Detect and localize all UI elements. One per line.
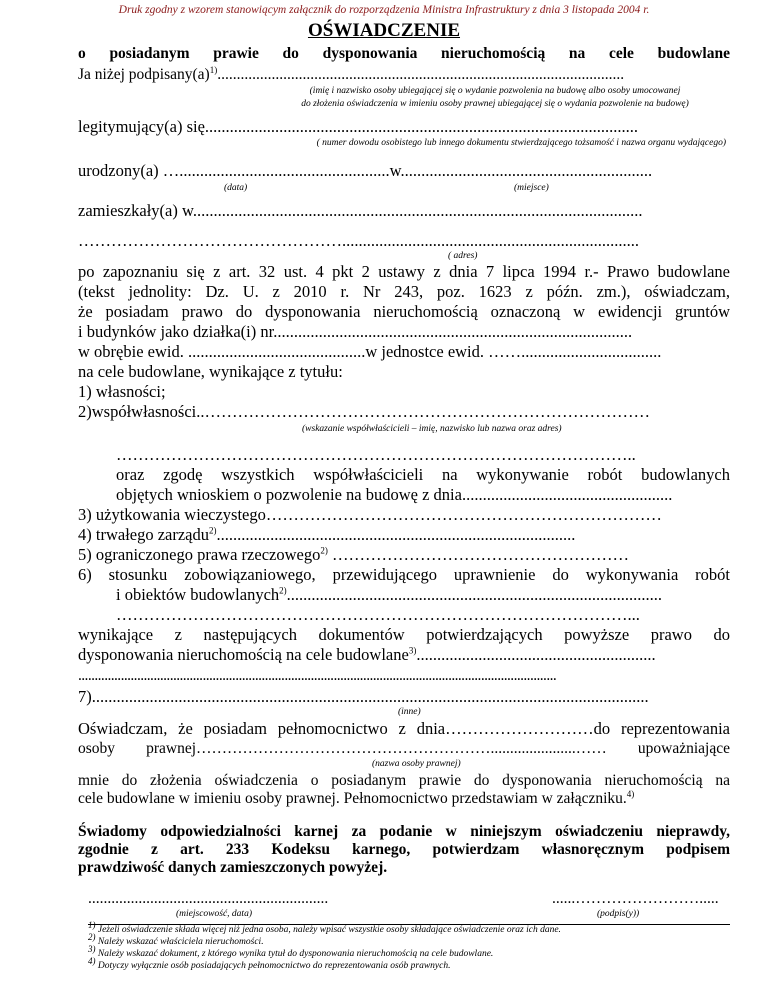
power-of-attorney-line-2: osoby prawnej…………………………………………………......................…… upoważniające — [78, 740, 730, 757]
name-line: Ja niżej $podpisany(a)^{1)}$......................................................................................................... — [78, 64, 625, 83]
footnote-4: $^{4)}$ Dotyczy wyłącznie osób posiadających pełnomocnictwo do reprezentowania osób prawnych. — [88, 956, 451, 972]
document-title: OŚWIADCZENIE — [307, 20, 461, 41]
item-contractual-relation: 6) stosunku zobowiązaniowego, przewidującego uprawnienie do wykonywania robót — [78, 565, 730, 584]
address-note: ( adres) — [448, 251, 478, 261]
item-other: 7)....................................................................................................................................... — [78, 687, 649, 706]
liability-statement-line-2: zgodnie z art. 233 Kodeksu karnego, potwierdzam własnoręcznym podpisem — [78, 841, 730, 858]
item-perpetual-usufruct: 3) użytkowania wieczystego……………………………………………………………… — [78, 505, 662, 524]
power-of-attorney-line-4: cele budowlane w imieniu osoby prawnej. Pełnomocnictwo przedstawiam w załączniku.$^{4)}$ — [78, 788, 635, 807]
application-date-line: objętych wnioskiem o pozwolenie na budowę z dnia................................................... — [116, 485, 673, 504]
place-date-note: (miejscowość, data) — [176, 909, 252, 919]
name-note-1: (imię i nazwisko osoby ubiegającej się o wydanie pozwolenia na budowę albo osoby umocowanej — [309, 86, 681, 96]
precinct-line: w obrębie ewid. ...........................................w jednostce ewid. …….................................. — [78, 342, 662, 361]
signature-dots: ......……………………..... — [552, 890, 719, 907]
documents-dots-line: .................................................................................................................................................. — [78, 667, 557, 684]
document-subtitle: o posiadanym prawie do dysponowania nieruchomością na cele budowlane — [78, 45, 730, 62]
item-limited-property-right: 5) ograniczonego prawa rzeczowego$^{2)}$ ……………………………………………… — [78, 545, 629, 564]
address-line: zamieszkały(a) w............................................................................................................. — [78, 201, 643, 220]
power-of-attorney-line-1: Oświadczam, że posiadam pełnomocnictwo z dnia………………………do reprezentowania — [78, 719, 730, 738]
liability-statement-line-1: Świadomy odpowiedzialności karnej za podanie w niniejszym oświadczeniu nieprawdy, — [78, 823, 730, 840]
legal-entity-note: (nazwa osoby prawnej) — [372, 759, 461, 769]
birth-line: urodzony(a) …...................................................w............................................................. — [78, 161, 653, 180]
co-ownership-dots-line: ………………………………………………………………………………….. — [116, 445, 636, 464]
birth-place-note: (miejsce) — [514, 183, 549, 193]
footnote-1: $^{1)}$ Jeżeli oświadczenie składa więcej niż jedna osoba, należy wpisać wszystkie osoby składające oświadczenie oraz ich dane. — [88, 920, 561, 936]
documents-line-1: wynikające z następujących dokumentów potwierdzających powyższe prawo do — [78, 625, 730, 644]
paragraph-line-2: (tekst jednolity: Dz. U. z 2010 r. Nr 243, poz. 1623 z późn. zm.), oświadczam, — [78, 282, 730, 301]
parcel-number-line: i budynków jako działka(i) nr....................................................................................... — [78, 322, 633, 341]
footnote-2: $^{2)}$ Należy wskazać właściciela nieruchomości. — [88, 932, 264, 948]
id-document-note: ( numer dowodu osobistego lub innego dokumentu stwierdzającego tożsamość i nazwa organu wydającego) — [316, 138, 726, 148]
power-of-attorney-line-3: mnie do złożenia oświadczenia o posiadanym prawie do dysponowania nieruchomością na — [78, 772, 730, 789]
co-owners-note: (wskazanie współwłaścicieli – imię, nazwisko lub nazwa oraz adres) — [302, 424, 562, 434]
paragraph-line-3: że posiadam prawo do dysponowania nieruchomością oznaczoną w ewidencji gruntów — [78, 302, 730, 321]
item-permanent-management: 4) trwałego zarządu$^{2)}$....................................................................................... — [78, 525, 576, 544]
documents-line-2: dysponowania nieruchomością na cele budowlane$^{3)}$.......................................................... — [78, 645, 656, 664]
address-dots-line: …………………………………………........................................................................ — [78, 231, 639, 250]
footnote-3: $^{3)}$ Należy wskazać dokument, z którego wynika tytuł do dysponowania nieruchomością na cele budowlane. — [88, 944, 494, 960]
paragraph-line-1: po zapoznaniu się z art. 32 ust. 4 pkt 2 ustawy z dnia 7 lipca 1994 r.- Prawo budowlane — [78, 262, 730, 281]
item-co-ownership: 2)współwłasności..……………………………………………………………………… — [78, 402, 650, 421]
place-date-dots: .............................................................. — [88, 890, 329, 907]
other-note: (inne) — [398, 707, 421, 717]
contractual-relation-cont: i obiektów budowlanych$^{2)}$........................................................................................... — [116, 585, 663, 604]
id-document-line: legitymujący(a) się......................................................................................................... — [78, 117, 639, 136]
birth-date-note: (data) — [224, 183, 248, 193]
page-header-note: Druk zgodny z wzorem stanowiącym załącznik do rozporządzenia Ministra Infrastruktury z dnia 3 listopada 2004 r. — [118, 4, 650, 16]
item-ownership: 1) własności; — [78, 382, 166, 401]
title-intro-line: na cele budowlane, wynikające z tytułu: — [78, 362, 343, 381]
name-note-2: do złożenia oświadczenia w imieniu osoby prawnej ubiegającej się o wydania pozwolenie na budowę) — [301, 99, 689, 109]
co-owners-consent-line: oraz zgodę wszystkich współwłaścicieli na wykonywanie robót budowlanych — [116, 465, 730, 484]
signature-note: (podpis(y)) — [597, 909, 640, 919]
liability-statement-line-3: prawdziwość danych zamieszczonych powyżej. — [78, 859, 388, 876]
contractual-dots-line: …………………………………………………………………………………... — [116, 605, 640, 624]
